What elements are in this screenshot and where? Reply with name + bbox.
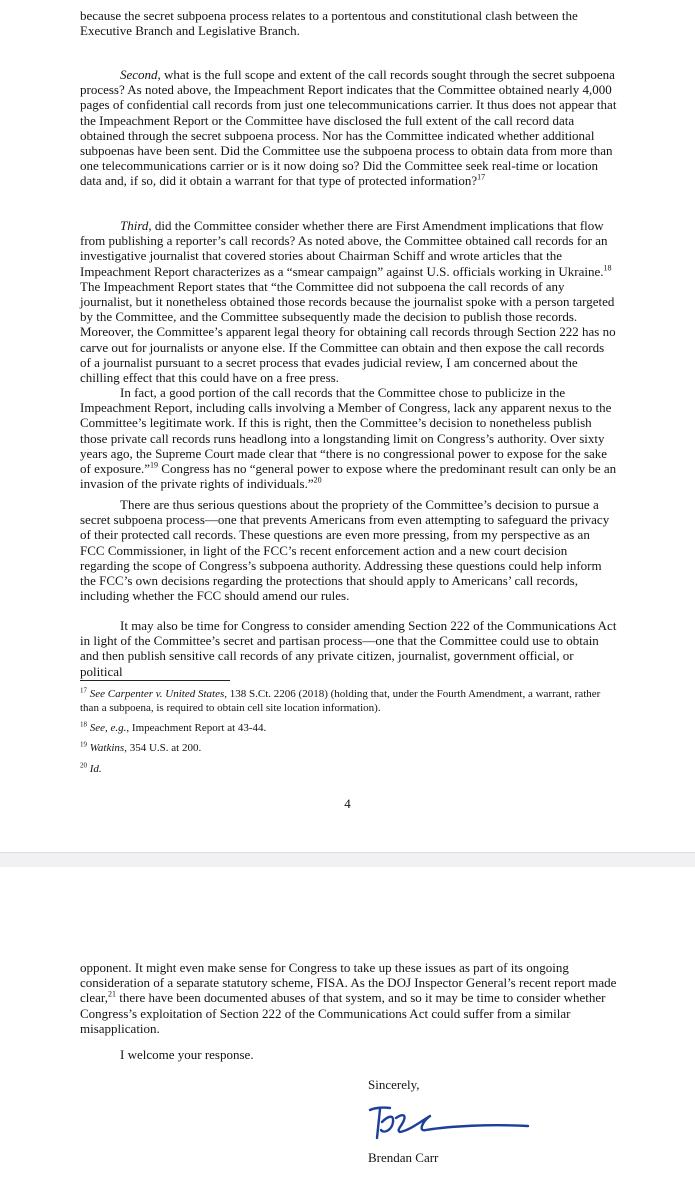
footnote-ref[interactable]: 17 <box>477 173 486 183</box>
paragraph-second-question <box>80 67 617 189</box>
footnote-citation: Watkins <box>89 742 125 754</box>
page-number: 4 <box>344 796 351 811</box>
paragraph-continuation: because the secret subpoena process relates to a portentous and constitutional clash between the Executive Branch and Legislative Branch. <box>80 8 578 39</box>
footnote-number: 17 <box>80 686 87 695</box>
paragraph-text: In fact, a good portion of the call records that the Committee chose to publicize in the Impeachment Report, including calls involving a Member of Congress, lack any apparent nexus to the Committee’s legitimate work. If this is right, then the Committee’s decision to nonetheless publish those private call records runs headlong into a longstanding limit on Congress’s authority. Over sixty years ago, the Supreme Court made clear that “there is no congressional power to expose for the sake of exposure.” <box>80 385 612 477</box>
footnote-ref[interactable]: 20 <box>313 475 322 485</box>
signature-image <box>360 1100 535 1142</box>
footnote-divider <box>80 680 230 681</box>
footnote-number: 18 <box>80 720 87 729</box>
paragraph-serious-questions: There are thus serious questions about the propriety of the Committee’s decision to pursue a secret subpoena process—one that prevents Americans from even attempting to safeguard the privacy of their protected call records. These questions are even more pressing, from my perspective as an FCC Commissioner, in light of the FCC’s recent enforcement action and a new court decision regarding the scope of Congress’s subpoena authority. Addressing these questions could help inform the FCC’s own decisions regarding the protections that should apply to Americans’ call records, including whether the FCC should amend our rules. <box>80 497 610 604</box>
paragraph-text: Congress has no “general power to expose where the predominant result can only be an invasion of the private rights of individuals.” <box>80 461 617 492</box>
footnote-ref[interactable]: 18 <box>603 263 612 273</box>
footnote-text: , 138 S.Ct. 2206 (2018) (holding that, under the Fourth Amendment, a warrant, rather than a subpoena, is required to obtain cell site location information). <box>80 688 601 714</box>
footnote-ref[interactable]: 21 <box>107 990 116 1000</box>
footnote-number: 20 <box>80 761 87 770</box>
paragraph-text: there have been documented abuses of that system, and so it may be time to consider whether Congress’s exploitation of Section 222 of the Communications Act could suffer from a similar misapplication. <box>80 990 606 1036</box>
paragraph-third-question <box>80 218 617 385</box>
paragraph-closing-line: I welcome your response. <box>120 1047 254 1062</box>
lead-word: Second <box>120 67 158 82</box>
paragraph-text: The Impeachment Report states that “the Committee did not subpoena the call records of any journalist, but it nonetheless obtained those records because the journalist spoke with a person targeted by the Committee, and the Committee subsequently made the decision to publish those records. Moreover, the Committee’s apparent legal theory for obtaining call records through Section 222 has no carve out for journalists or anyone else. If the Committee can obtain and then expose the call records of a journalist pursuant to a secret process that evades judicial review, I am concerned about the chilling effect that this could have on a free press. <box>80 278 616 386</box>
signer-name: Brendan Carr <box>368 1150 439 1165</box>
footnote-citation: See Carpenter v. United States <box>89 688 225 700</box>
footnote-ref[interactable]: 19 <box>150 460 159 470</box>
paragraph-call-records <box>80 385 617 491</box>
footnote-citation: See, e.g. <box>89 722 127 734</box>
footnote-text: , Impeachment Report at 43-44. <box>126 722 267 734</box>
paragraph-section-222: It may also be time for Congress to consider amending Section 222 of the Communications Act in light of the Committee’s secret and partisan process—one that the Committee could use to obtain and then publish sensitive call records of any private citizen, journalist, government official, or political <box>80 618 617 679</box>
footnote-17 <box>80 687 617 715</box>
footnote-19 <box>80 741 617 755</box>
paragraph-text: opponent. It might even make sense for Congress to take up these issues as part of its ongoing consideration of a separate statutory scheme, FISA. As the DOJ Inspector General’s recent report made clear, <box>80 960 617 1006</box>
closing-salutation: Sincerely, <box>368 1077 420 1092</box>
lead-word: Third <box>120 218 149 233</box>
footnote-20 <box>80 762 617 776</box>
footnote-citation: Id. <box>89 763 102 775</box>
footnote-number: 19 <box>80 740 87 749</box>
paragraph-opponent <box>80 960 617 1036</box>
paragraph-text: , what is the full scope and extent of the call records sought through the secret subpoena process? As noted above, the Impeachment Report indicates that the Committee obtained nearly 4,000 pages of confidential call records from just one telecommunications carrier. It thus does not appear that the Impeachment Report or the Committee have disclosed the full extent of the call record data obtained through the secret subpoena process. Nor has the Committee indicated whether additional subpoenas have been sent. Did the Committee use the subpoena process to obtain data from more than one telecommunications carrier or is it now doing so? Did the Committee seek real-time or location data and, if so, did it obtain a warrant for that type of protected information? <box>80 67 617 189</box>
paragraph-text: , did the Committee consider whether there are First Amendment implications that flow from publishing a reporter’s call records? As noted above, the Committee obtained call records for an investigative journalist that covered stories about Chairman Schiff and wrote articles that the Impeachment Report characterizes as a “smear campaign” against U.S. officials working in Ukraine. <box>80 218 608 279</box>
footnote-18 <box>80 721 617 735</box>
footnote-text: , 354 U.S. at 200. <box>124 742 202 754</box>
page-separator <box>0 852 695 868</box>
